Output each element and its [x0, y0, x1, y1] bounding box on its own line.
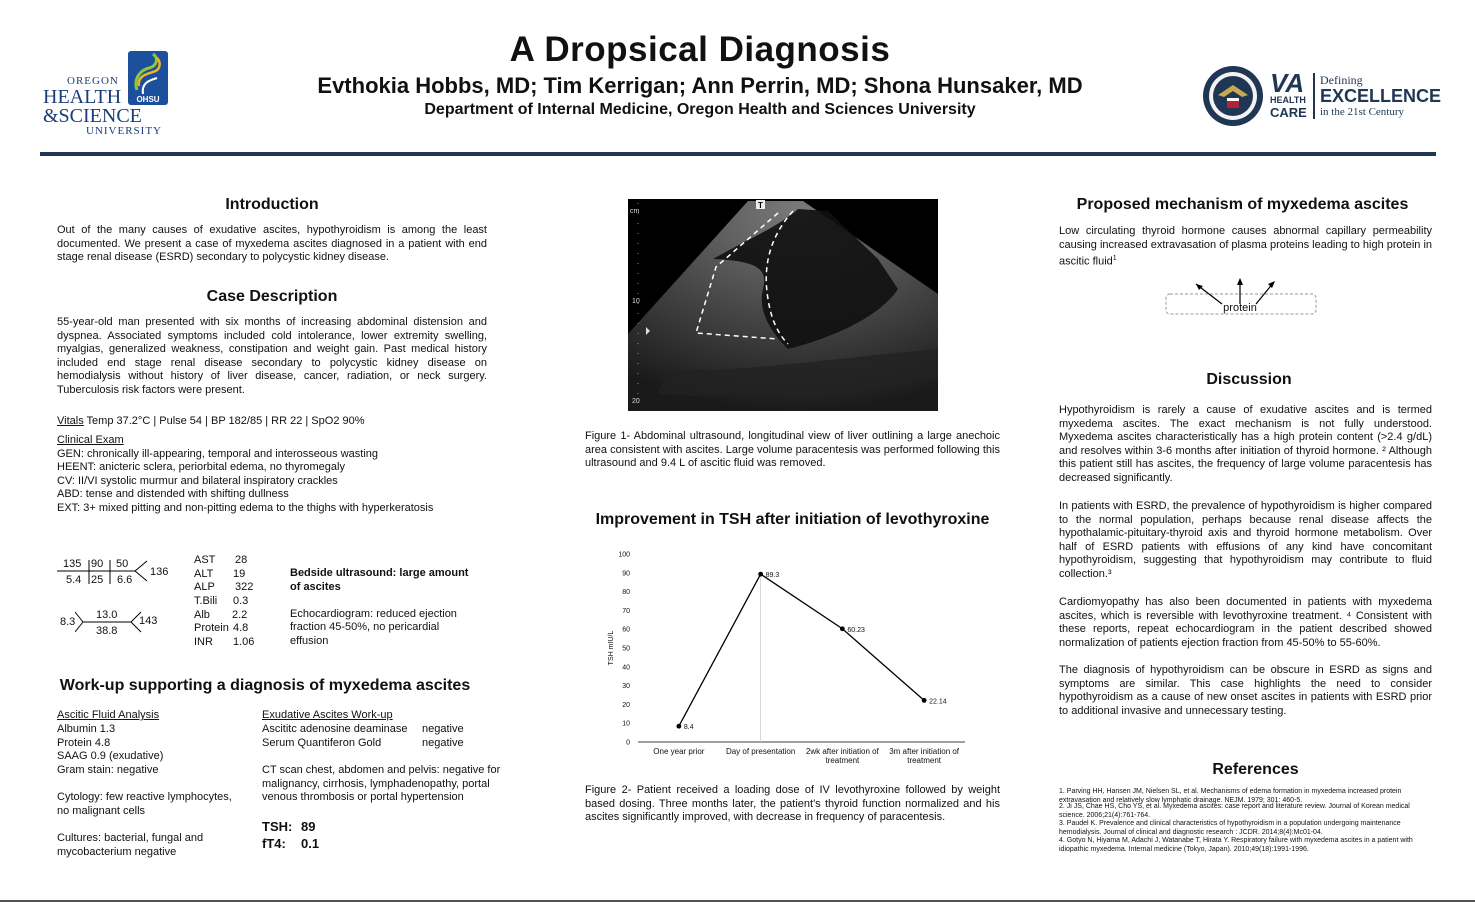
case-heading: Case Description	[206, 288, 338, 305]
cbc-hematocrit: 38.8	[96, 625, 118, 637]
echocardiogram-finding: effusion	[290, 635, 329, 647]
lft-name: AST	[194, 554, 216, 566]
mechanism-heading: Proposed mechanism of myxedema ascites	[1076, 196, 1409, 213]
lft-name: T.Bili	[194, 595, 218, 607]
figure2-caption: Figure 2- Patient received a loading dose of IV levothyroxine followed by weight based dosing. Three months later, the patient's thyroid function normalized and his ascites significantly improved, with decrease in frequency of paracentesis.	[585, 784, 1000, 823]
ultrasound-depth-10: 10	[632, 298, 640, 305]
discussion-paragraph-2: In patients with ESRD, the prevalence of hypothyroidism is higher compared to the normal population, perhaps because renal disease affects the hypothalamic-pituitary-thyroid axis and thyroid hormone metabolism. Over half of ESRD patients with effusions of any kind have concomitant hypothyroidism, suggesting that hypothyroidism may contribute to fluid collection.³	[1059, 500, 1432, 580]
exam-item: ABD: tense and distended with shifting dullness	[57, 488, 289, 500]
ohsu-logo-text-university: UNIVERSITY	[86, 125, 162, 137]
tsh-data-label: 89.3	[765, 572, 780, 580]
y-tick-label: 40	[622, 664, 630, 672]
y-tick-label: 10	[622, 720, 630, 728]
va-logo-excellence: EXCELLENCE	[1320, 86, 1442, 106]
y-tick-label: 50	[622, 645, 630, 653]
capillary-leak-diagram	[1160, 276, 1320, 320]
va-logo-defining: Defining	[1320, 73, 1363, 87]
ascitic-fluid-item: Protein 4.8	[57, 737, 111, 749]
x-tick-label: 2wk after initiation of	[805, 747, 879, 756]
reference-item: 2. Ji JS, Chae HS, Cho YS, et al. Myxedema ascites: case report and literature review. Journal of Korean medical science. 2006;21(4):761-764.	[1059, 803, 1410, 819]
echocardiogram-finding: Echocardiogram: reduced ejection	[290, 608, 457, 620]
tsh-series-line	[679, 574, 924, 726]
y-tick-label: 30	[622, 683, 630, 691]
lft-value: 4.8	[233, 622, 249, 634]
ohsu-badge-text: OHSU	[136, 95, 160, 104]
bedside-ultrasound-finding-cont: of ascites	[290, 581, 341, 593]
exam-item: GEN: chronically ill-appearing, temporal and interosseous wasting	[57, 448, 378, 460]
ada-value: negative	[422, 723, 464, 735]
tsh-value: 89	[301, 819, 316, 834]
bmp-bicarbonate: 25	[91, 574, 104, 586]
liver-ultrasound-image	[628, 199, 938, 411]
y-tick-label: 60	[622, 626, 630, 634]
x-tick-label: 3m after initiation of	[889, 747, 960, 756]
ohsu-logo	[40, 50, 175, 140]
ohsu-logo-text-oregon: OREGON	[67, 75, 119, 87]
reference-item: 3. Paudel K. Prevalence and clinical characteristics of hypothyroidism in a population undergoing maintenance hemodialysis. Journal of clinical and diagnostic research : JCDR. 2014;8(4):Mc01-04.	[1059, 820, 1401, 836]
y-tick-label: 90	[622, 570, 630, 578]
ascitic-fluid-item: Gram stain: negative	[57, 764, 159, 776]
y-axis-label: TSH mIU/L	[608, 630, 615, 666]
bmp-bun: 50	[116, 558, 129, 570]
x-tick-label: One year prior	[653, 747, 705, 756]
poster-department: Department of Internal Medicine, Oregon Health and Sciences University	[424, 101, 976, 118]
exam-item: CV: II/VI systolic murmur and bilateral inspiratory crackles	[57, 475, 338, 487]
tsh-data-point	[758, 572, 763, 577]
ultrasound-depth-unit: cm	[630, 208, 640, 215]
exam-item: EXT: 3+ mixed pitting and non-pitting edema to the thighs with hyperkeratosis	[57, 502, 434, 514]
y-tick-label: 100	[618, 551, 630, 559]
discussion-paragraph-3: Cardiomyopathy has also been documented in patients with myxedema ascites, which is reversible with levothyroxine treatment. ⁴ Consistent with these reports, repeat echocardiogram in the patient described showed normalization of patients ejection fraction from 45-50% to 55-60%.	[1059, 596, 1432, 649]
vitals-label: Vitals	[57, 415, 84, 427]
tsh-data-label: 8.4	[683, 724, 694, 732]
exam-item: HEENT: anicteric sclera, periorbital edema, no thyromegaly	[57, 461, 345, 473]
bedside-ultrasound-finding: Bedside ultrasound: large amount	[290, 567, 469, 579]
ada-label: Ascititc adenosine deaminase	[262, 723, 408, 735]
tsh-data-point	[676, 724, 681, 729]
cbc-hemoglobin: 13.0	[96, 609, 118, 621]
lft-value: 0.3	[233, 595, 249, 607]
lft-value: 1.06	[233, 636, 255, 648]
y-tick-label: 0	[626, 739, 630, 747]
header-divider	[40, 152, 1436, 156]
quantiferon-value: negative	[422, 737, 464, 749]
mechanism-text	[1059, 225, 1432, 269]
y-tick-label: 80	[622, 589, 630, 597]
tsh-data-point	[840, 626, 845, 631]
discussion-heading: Discussion	[1206, 371, 1292, 388]
lft-value: 19	[233, 568, 246, 580]
ultrasound-orientation-marker: T	[758, 201, 763, 210]
lft-name: INR	[194, 636, 213, 648]
va-logo-century: in the 21st Century	[1320, 106, 1405, 118]
x-tick-label: treatment	[825, 756, 860, 765]
ascitic-fluid-item: Albumin 1.3	[57, 723, 116, 735]
bmp-potassium: 5.4	[66, 574, 82, 586]
exudative-workup-label: Exudative Ascites Work-up	[262, 709, 393, 721]
ct-scan-result: CT scan chest, abdomen and pelvis: negative for	[262, 764, 501, 776]
discussion-paragraph-1: Hypothyroidism is rarely a cause of exudative ascites and is termed myxedema ascites. The exact mechanism is not fully understood. Myxedema ascites characteristically has a high protein content (>2.4 g/dL) and resolves within 3-6 months after initiation of thyroid hormone. ² Although this patient still has ascites, the frequency of large volume paracentesis has decreased significantly.	[1059, 404, 1432, 484]
discussion-paragraph-4: The diagnosis of hypothyroidism can be obscure in ESRD as signs and symptoms are similar. This case highlights the need to consider hypothyroidism as a cause of new onset ascites in patients with ESRD prior to additional invasive and unnecessary testing.	[1059, 664, 1432, 717]
poster-authors: Evthokia Hobbs, MD; Tim Kerrigan; Ann Perrin, MD; Shona Hunsaker, MD	[317, 73, 1083, 98]
cbc-wbc: 8.3	[60, 616, 76, 628]
x-tick-label: treatment	[907, 756, 942, 765]
ohsu-emblem-icon	[127, 50, 169, 106]
lft-name: Alb	[194, 609, 210, 621]
y-tick-label: 20	[622, 701, 630, 709]
echocardiogram-finding: fraction 45-50%, no pericardial	[290, 621, 440, 633]
references-heading: References	[1212, 761, 1299, 778]
vitals-values: Temp 37.2°C | Pulse 54 | BP 182/85 | RR 22 | SpO2 90%	[83, 415, 365, 427]
chart-heading: Improvement in TSH after initiation of levothyroxine	[595, 511, 990, 528]
quantiferon-label: Serum Quantiferon Gold	[262, 737, 382, 749]
introduction-text: Out of the many causes of exudative ascites, hypothyroidism is among the least documented. We present a case of myxedema ascites diagnosed in a patient with end stage renal disease (ESRD) secondary to polycystic kidney disease.	[57, 224, 487, 263]
protein-label: protein	[1223, 302, 1257, 314]
va-logo	[1200, 65, 1440, 125]
reference-item: 4. Gotyo N, Hiyama M, Adachi J, Watanabe T, Hirata Y. Respiratory failure with myxedema ascites in a patient with idiopathic myxedema. Internal medicine (Tokyo, Japan). 2010;49(18):1991-1996.	[1059, 837, 1413, 853]
tsh-label: TSH:	[262, 819, 293, 834]
footer-divider	[0, 900, 1475, 902]
reference-item: 1. Parving HH, Hansen JM, Nielsen SL, et al. Mechanisms of edema formation in myxedema increased protein extravasation and relatively slow lymphatic drainage. NEJM. 1979; 301: 460-5.	[1059, 788, 1402, 804]
poster-title: A Dropsical Diagnosis	[509, 30, 891, 69]
bmp-creatinine: 6.6	[117, 574, 133, 586]
cultures-result: mycobacterium negative	[57, 846, 177, 858]
cbc-platelets: 143	[139, 615, 158, 627]
tsh-line-chart	[595, 545, 975, 775]
va-logo-health: HEALTH	[1270, 95, 1306, 105]
va-logo-care: CARE	[1270, 105, 1307, 120]
clinical-exam-label: Clinical Exam	[57, 434, 124, 446]
introduction-heading: Introduction	[225, 196, 319, 213]
ft4-value: 0.1	[301, 836, 320, 851]
ohsu-logo-text-health: HEALTH	[43, 86, 122, 108]
cultures-result: Cultures: bacterial, fungal and	[57, 832, 204, 844]
figure1-caption: Figure 1- Abdominal ultrasound, longitudinal view of liver outlining a large anechoic area consistent with ascites. Large volume paracentesis was performed following this ultrasound and 9.4 L of ascitic fluid was removed.	[585, 430, 1000, 469]
y-tick-label: 70	[622, 607, 630, 615]
ft4-label: fT4:	[262, 836, 286, 851]
tsh-data-label: 22.14	[929, 698, 947, 706]
lft-value: 28	[235, 554, 248, 566]
case-text: 55-year-old man presented with six months of increasing abdominal distension and dyspnea. Associated symptoms included cold intolerance, lower extremity swelling, myalgias, generalized weakness, constipation and weight gain. Past medical history included end stage renal disease secondary to polycystic kidney disease on hemodialysis without history of liver disease, cancer, radiation, or neck surgery. Tuberculosis risk factors were present.	[57, 316, 487, 396]
workup-heading: Work-up supporting a diagnosis of myxedema ascites	[59, 677, 471, 694]
vitals-line	[57, 415, 365, 429]
cytology-result: Cytology: few reactive lymphocytes,	[57, 791, 232, 803]
ascitic-fluid-item: SAAG 0.9 (exudative)	[57, 750, 164, 762]
ct-scan-result: malignancy, cirrhosis, lymphadenopathy, portal	[262, 778, 490, 790]
lft-name: ALT	[194, 568, 214, 580]
bmp-chloride: 90	[91, 558, 104, 570]
bmp-glucose: 136	[150, 566, 169, 578]
x-tick-label: Day of presentation	[725, 747, 796, 756]
va-seal-icon	[1202, 65, 1264, 127]
mechanism-text-body: Low circulating thyroid hormone causes abnormal capillary permeability causing increased extravasation of plasma proteins leading to high protein in ascitic fluid	[1059, 225, 1433, 268]
tsh-data-point	[922, 698, 927, 703]
ascitic-fluid-label: Ascitic Fluid Analysis	[57, 709, 160, 721]
lft-value: 2.2	[232, 609, 248, 621]
tsh-data-label: 60.23	[847, 626, 865, 634]
va-logo-divider	[1313, 73, 1315, 119]
ct-scan-result: venous thrombosis or portal hypertension	[262, 791, 464, 803]
lft-name: ALP	[194, 581, 215, 593]
ohsu-logo-text-science: &SCIENCE	[43, 105, 142, 127]
mechanism-citation: 1	[1112, 255, 1117, 262]
bmp-sodium: 135	[63, 558, 82, 570]
lft-value: 322	[235, 581, 254, 593]
cytology-result: no malignant cells	[57, 805, 146, 817]
lft-name: Protein	[194, 622, 229, 634]
va-logo-va: VA	[1270, 68, 1305, 98]
ultrasound-depth-20: 20	[632, 398, 640, 405]
